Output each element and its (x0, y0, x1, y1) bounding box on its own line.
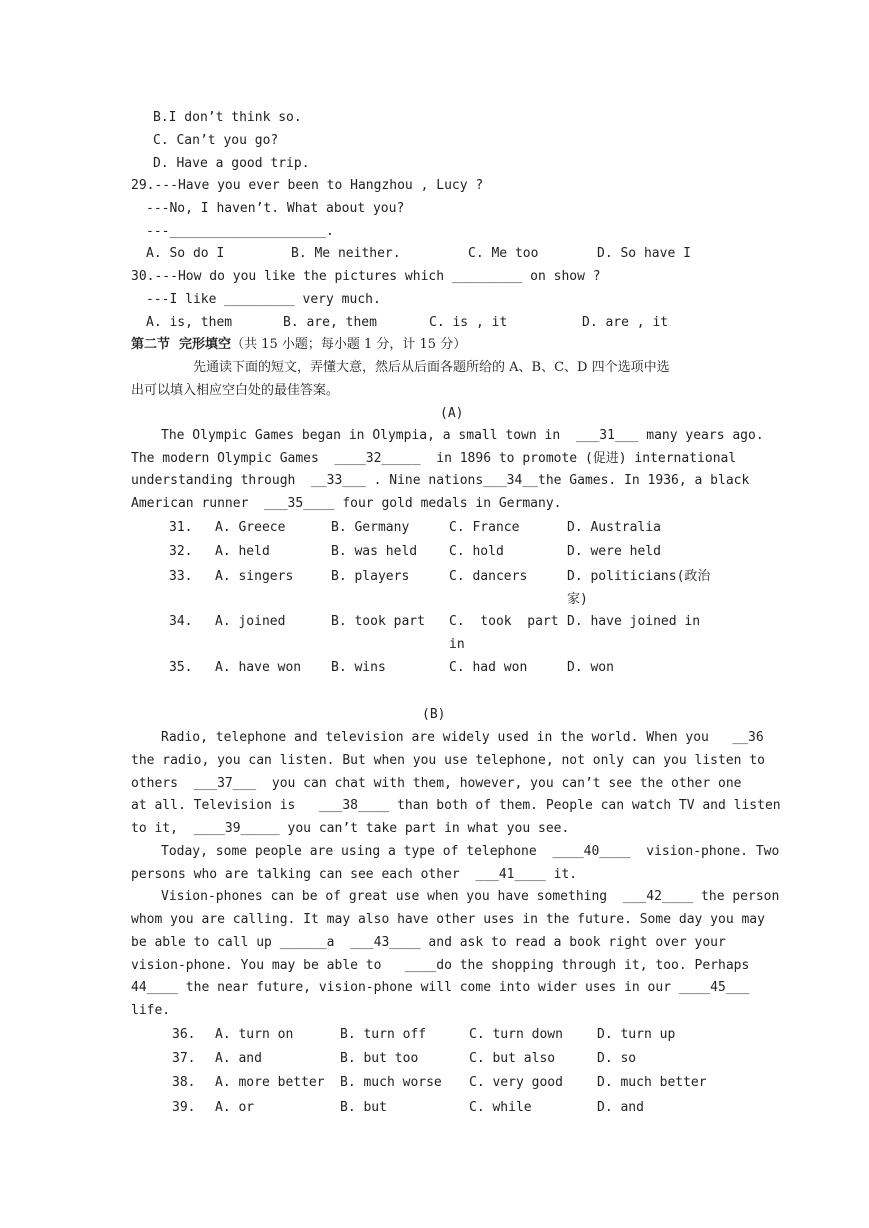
passage-b-line: vision-phone. You may be able to ____do the shopping through it, too. Perhaps (131, 958, 750, 973)
q30-option-d: D. are , it (582, 315, 669, 330)
option-d: D. politicians(政治 (567, 569, 711, 584)
option-c: C. hold (449, 544, 504, 559)
q28-option-d: D. Have a good trip. (153, 156, 310, 171)
passage-b-label: (B) (422, 707, 446, 722)
option-c: C. while (469, 1100, 532, 1115)
option-d-continued: 家) (567, 592, 588, 607)
section-note: （共 15 小题；每小题 1 分，计 15 分） (231, 337, 467, 352)
q29-option-d: D. So have I (597, 246, 691, 261)
option-b: B. but (340, 1100, 387, 1115)
q30-question: 30.---How do you like the pictures which _________ on show ? (131, 269, 601, 284)
passage-b-line: others ___37___ you can chat with them, however, you can’t see the other one (131, 776, 742, 791)
option-c: C. very good (469, 1075, 563, 1090)
option-c: C. dancers (449, 569, 528, 584)
option-c: C. France (449, 520, 520, 535)
q29-option-c: C. Me too (468, 246, 539, 261)
passage-a-line: understanding through __33___ . Nine nations___34__the Games. In 1936, a black (131, 473, 750, 488)
option-c: C. but also (469, 1051, 556, 1066)
option-d: D. have joined in (567, 614, 701, 629)
option-c: C. turn down (469, 1027, 563, 1042)
option-d: D. much better (597, 1075, 707, 1090)
option-c-continued: in (449, 637, 465, 652)
q30-line2: ---I like _________ very much. (146, 292, 381, 307)
passage-b-line: Today, some people are using a type of telephone ____40____ vision-phone. Two (161, 844, 780, 859)
section-instruction-2: 出可以填入相应空白处的最佳答案。 (131, 383, 340, 398)
q28-option-b: B.I don’t think so. (153, 110, 302, 125)
passage-b-line: whom you are calling. It may also have other uses in the future. Some day you may (131, 912, 765, 927)
passage-b-line: Radio, telephone and television are widely used in the world. When you __36 (161, 730, 764, 745)
section-instruction-1: 先通读下面的短文，弄懂大意，然后从后面各题所给的 A、B、C、D 四个选项中选 (193, 360, 670, 375)
question-number: 33. (169, 569, 193, 584)
passage-b-line: life. (131, 1003, 171, 1018)
option-a: A. and (215, 1051, 262, 1066)
passage-a-line: American runner ___35____ four gold medals in Germany. (131, 496, 562, 511)
section-heading (131, 336, 466, 354)
q29-question: 29.---Have you ever been to Hangzhou , Lucy ? (131, 178, 484, 193)
question-number: 39. (172, 1100, 196, 1115)
q30-option-b: B. are, them (283, 315, 377, 330)
passage-b-line: to it, ____39_____ you can’t take part in what you see. (131, 821, 570, 836)
option-d: D. and (597, 1100, 644, 1115)
option-d: D. so (597, 1051, 637, 1066)
passage-b-line: 44____ the near future, vision-phone will come into wider uses in our ____45___ (131, 980, 750, 995)
passage-b-line: the radio, you can listen. But when you use telephone, not only can you listen to (131, 753, 765, 768)
option-c: C. took part (449, 614, 559, 629)
option-a: A. held (215, 544, 270, 559)
passage-b-line: at all. Television is ___38____ than both of them. People can watch TV and listen (131, 798, 781, 813)
option-b: B. but too (340, 1051, 419, 1066)
section-title: 第二节 完形填空 (131, 337, 232, 352)
question-number: 34. (169, 614, 193, 629)
option-b: B. took part (331, 614, 425, 629)
option-b: B. Germany (331, 520, 410, 535)
option-a: A. more better (215, 1075, 325, 1090)
option-a: A. singers (215, 569, 294, 584)
option-d: D. were held (567, 544, 661, 559)
option-b: B. players (331, 569, 410, 584)
option-a: A. Greece (215, 520, 286, 535)
q29-line3: ---____________________. (146, 224, 334, 239)
question-number: 36. (172, 1027, 196, 1042)
passage-a-line: The Olympic Games began in Olympia, a small town in ___31___ many years ago. (161, 428, 764, 443)
passage-a-label: (A) (440, 406, 464, 421)
q29-option-a: A. So do I (146, 246, 225, 261)
option-d: D. won (567, 660, 614, 675)
question-number: 35. (169, 660, 193, 675)
passage-a-line: The modern Olympic Games ____32_____ in 1896 to promote (促进) international (131, 451, 737, 466)
passage-b-line: be able to call up ______a ___43____ and ask to read a book right over your (131, 935, 726, 950)
option-b: B. wins (331, 660, 386, 675)
passage-b-line: Vision-phones can be of great use when you have something ___42____ the person (161, 889, 780, 904)
q29-option-b: B. Me neither. (291, 246, 401, 261)
option-c: C. had won (449, 660, 528, 675)
option-a: A. joined (215, 614, 286, 629)
option-b: B. turn off (340, 1027, 427, 1042)
option-a: A. have won (215, 660, 302, 675)
option-b: B. was held (331, 544, 418, 559)
q30-option-a: A. is, them (146, 315, 233, 330)
q28-option-c: C. Can’t you go? (153, 133, 279, 148)
q30-option-c: C. is , it (429, 315, 508, 330)
option-b: B. much worse (340, 1075, 442, 1090)
q29-line2: ---No, I haven’t. What about you? (146, 201, 405, 216)
option-a: A. or (215, 1100, 255, 1115)
question-number: 37. (172, 1051, 196, 1066)
question-number: 32. (169, 544, 193, 559)
option-a: A. turn on (215, 1027, 294, 1042)
passage-b-line: persons who are talking can see each other ___41____ it. (131, 867, 578, 882)
question-number: 31. (169, 520, 193, 535)
option-d: D. turn up (597, 1027, 676, 1042)
question-number: 38. (172, 1075, 196, 1090)
option-d: D. Australia (567, 520, 661, 535)
